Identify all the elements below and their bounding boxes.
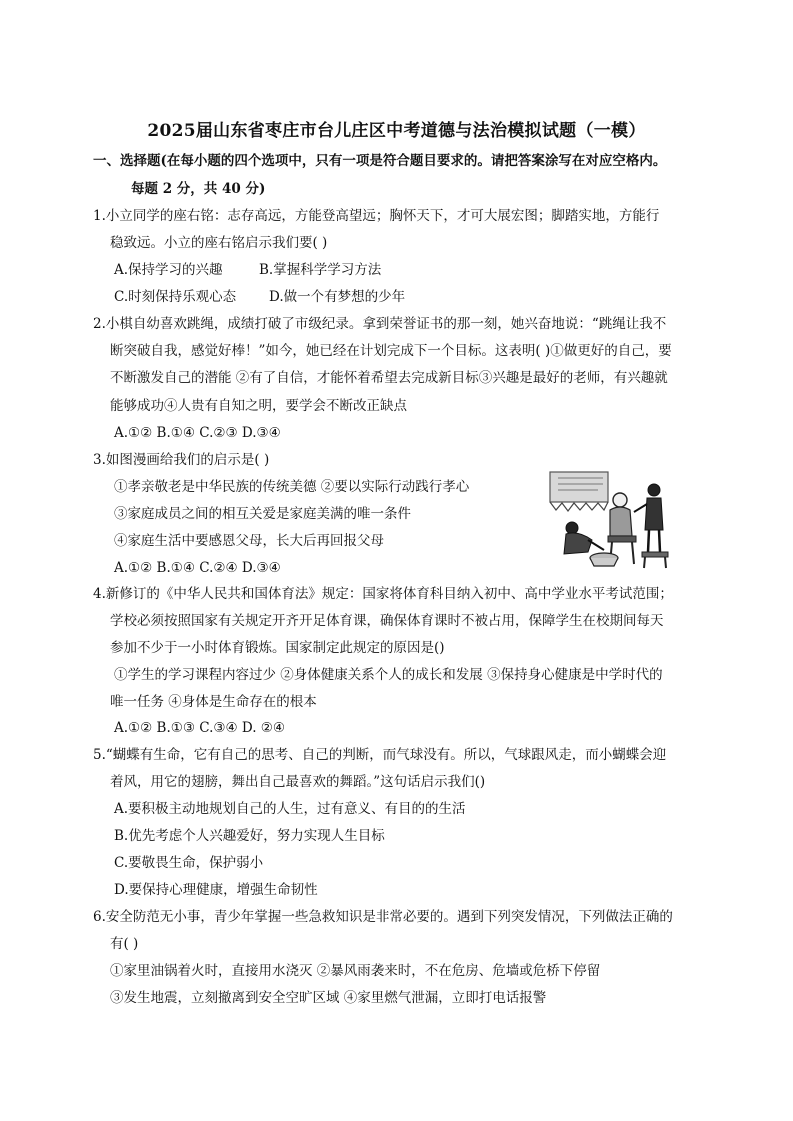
q2-line2: 断突破自我，感觉好棒！”如今，她已经在计划完成下一个目标。这表明( )①做更好的自己，要 [110,343,672,359]
family-cartoon-image [548,470,672,570]
q4-line3: 参加不少于一小时体育锻炼。国家制定此规定的原因是() [110,640,445,656]
q2-options: A.①② B.①④ C.②③ D.③④ [114,425,281,441]
q3-options: A.①② B.①④ C.②④ D.③④ [114,560,281,576]
q2-line1: 2.小棋自幼喜欢跳绳，成绩打破了市级纪录。拿到荣誉证书的那一刻，她兴奋地说：“跳绳让我不 [93,316,667,332]
q6-item1: ①家里油锅着火时，直接用水浇灭 ②暴风雨袭来时，不在危房、危墙或危桥下停留 [110,963,601,979]
q5-line1: 5.“蝴蝶有生命，它有自己的思考、自己的判断，而气球没有。所以，气球跟风走，而小蝴蝶会迎 [93,747,667,763]
q5-option-d: D.要保持心理健康，增强生命韧性 [114,882,318,898]
q4-options: A.①② B.①③ C.③④ D. ②④ [114,720,286,736]
q6-item2: ③发生地震，立刻撤离到安全空旷区域 ④家里燃气泄漏，立即打电话报警 [110,990,547,1006]
q6-line2: 有( ) [110,936,139,952]
q1-line1: 1.小立同学的座右铭：志存高远，方能登高望远；胸怀天下，才可大展宏图；脚踏实地，方能行 [93,208,660,224]
q1-option-b: B.掌握科学学习方法 [259,262,382,278]
q1-line2: 稳致远。小立的座右铭启示我们要( ) [110,235,328,251]
q4-line5: 唯一任务 ④身体是生命存在的根本 [110,694,317,710]
q5-option-b: B.优先考虑个人兴趣爱好，努力实现人生目标 [114,828,385,844]
q1-option-c: C.时刻保持乐观心态 [114,289,237,305]
q4-line4: ①学生的学习课程内容过少 ②身体健康关系个人的成长和发展 ③保持身心健康是中学时代的 [114,667,663,683]
q3-item1: ①孝亲敬老是中华民族的传统美德 ②要以实际行动践行孝心 [114,479,470,495]
q6-line1: 6.安全防范无小事，青少年掌握一些急救知识是非常必要的。遇到下列突发情况，下列做法正确的 [93,909,673,925]
q1-option-a: A.保持学习的兴趣 [114,262,223,278]
q1-option-d: D.做一个有梦想的少年 [269,289,406,305]
q4-line1: 4.新修订的《中华人民共和国体育法》规定：国家将体育科目纳入初中、高中学业水平考试范围； [93,586,673,602]
q5-option-c: C.要敬畏生命，保护弱小 [114,855,264,871]
q3-line1: 3.如图漫画给我们的启示是( ) [93,452,270,468]
q3-item3: ④家庭生活中要感恩父母，长大后再回报父母 [114,533,384,549]
q5-line2: 着风，用它的翅膀，舞出自己最喜欢的舞蹈。”这句话启示我们() [110,774,486,790]
q2-line3: 不断激发自己的潜能 ②有了自信，才能怀着希望去完成新目标③兴趣是最好的老师，有兴趣就 [110,370,668,386]
section-heading: 一、选择题(在每小题的四个选项中，只有一项是符合题目要求的。请把答案涂写在对应空格内。 [93,153,667,169]
q4-line2: 学校必须按照国家有关规定开齐开足体育课，确保体育课时不被占用，保障学生在校期间每天 [110,613,664,629]
exam-title: 2025届山东省枣庄市台儿庄区中考道德与法治模拟试题（一模） [147,121,646,141]
q5-option-a: A.要积极主动地规划自己的人生，过有意义、有目的的生活 [114,801,466,817]
section-note: 每题 2 分，共 40 分) [131,181,266,197]
q2-line4: 能够成功④人贵有自知之明，要学会不断改正缺点 [110,398,407,414]
q3-item2: ③家庭成员之间的相互关爱是家庭美满的唯一条件 [114,506,411,522]
